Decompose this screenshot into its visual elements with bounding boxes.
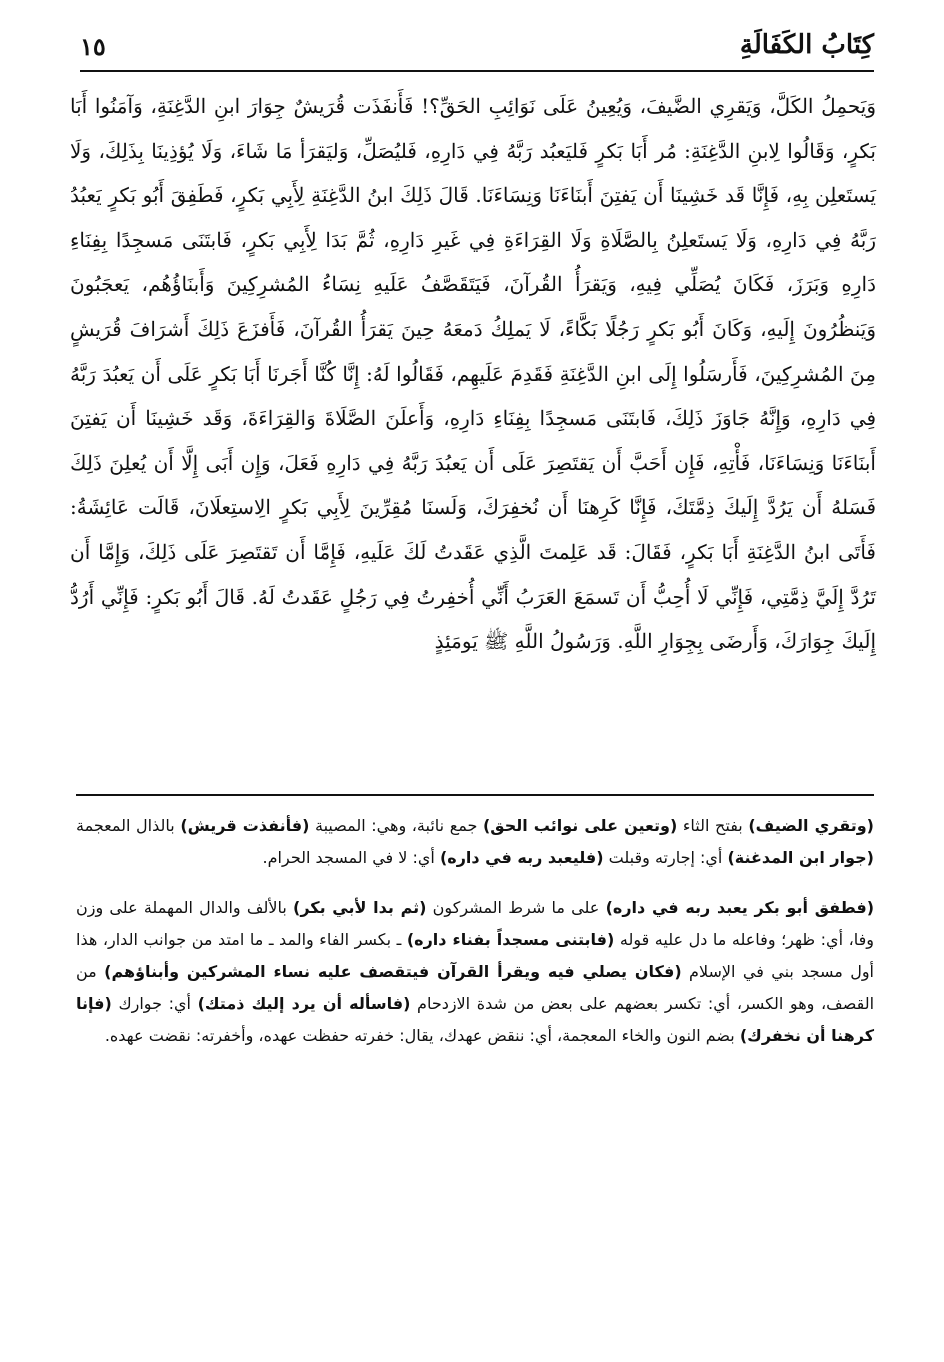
footnote-comment: بالألف والدال المهملة على وزن وفا، أي: ظهر؛ وفاعله ما دل عليه قوله <box>76 898 874 949</box>
footnote-divider <box>76 794 874 796</box>
footnote-lemma: (فليعبد ربه في داره) <box>439 848 604 867</box>
footnote-comment: أي: جوارك <box>111 994 198 1013</box>
footnote-lemma: (جوار ابن المدغنة) <box>727 848 874 867</box>
page-header <box>80 30 874 70</box>
footnote-lemma: (فإنا كرهنا أن نخفرك) <box>76 994 874 1045</box>
footnote-paragraph <box>76 892 874 1052</box>
hadith-text: وَيَحمِلُ الكَلَّ، وَيَقرِي الضَّيفَ، وَيُعِينُ عَلَى نَوَائِبِ الحَقِّ؟! فَأَنفَذَت قُرَيشٌ جِوَارَ ابنِ الدَّغِنَةِ، وَآمَنُوا أَبَا بَكرٍ، وَقَالُوا لِابنِ الدَّغِنَةِ: مُر أَبَا بَكرٍ فَليَعبُد رَبَّهُ فِي دَارِهِ، فَليُصَلِّ، وَليَقرَأ مَا شَاءَ، وَلَا يُؤذِينَا بِذَلِكَ، وَلَا يَستَعلِن بِهِ، فَإِنَّا قَد خَشِينَا أَن يَفتِنَ أَبنَاءَنَا وَنِسَاءَنَا. قَالَ ذَلِكَ ابنُ الدَّغِنَةِ لِأَبِي بَكرٍ، فَطَفِقَ أَبُو بَكرٍ يَعبُدُ رَبَّهُ فِي دَارِهِ، وَلَا يَستَعلِنُ بِالصَّلَاةِ وَلَا القِرَاءَةِ فِي غَيرِ دَارِهِ، ثُمَّ بَدَا لِأَبِي بَكرٍ، فَابتَنَى مَسجِدًا بِفِنَاءِ دَارِهِ وَبَرَزَ، فَكَانَ يُصَلِّي فِيهِ، وَيَقرَأُ القُرآنَ، فَيَتَقَصَّفُ عَلَيهِ نِسَاءُ المُشرِكِينَ وَأَبنَاؤُهُم، يَعجَبُونَ وَيَنظُرُونَ إِلَيهِ، وَكَانَ أَبُو بَكرٍ رَجُلًا بَكَّاءً، لَا يَملِكُ دَمعَهُ حِينَ يَقرَأُ القُرآنَ، فَأَفزَعَ ذَلِكَ أَشرَافَ قُرَيشٍ مِنَ المُشرِكِينَ، فَأَرسَلُوا إِلَى ابنِ الدَّغِنَةِ فَقَدِمَ عَلَيهِم، فَقَالُوا لَهُ: إِنَّا كُنَّا أَجَرنَا أَبَا بَكرٍ عَلَى أَن يَعبُدَ رَبَّهُ فِي دَارِهِ، وَإِنَّهُ جَاوَزَ ذَلِكَ، فَابتَنَى مَسجِدًا بِفِنَاءِ دَارِهِ، وَأَعلَنَ الصَّلَاةَ وَالقِرَاءَةَ، وَقَد خَشِينَا أَن يَفتِنَ أَبنَاءَنَا وَنِسَاءَنَا، فَأْتِهِ، فَإِن أَحَبَّ أَن يَقتَصِرَ عَلَى أَن يَعبُدَ رَبَّهُ فِي دَارِهِ فَعَلَ، وَإِن أَبَى إِلَّا أَن يُعلِنَ ذَلِكَ فَسَلهُ أَن يَرُدَّ إِلَيكَ ذِمَّتَكَ، فَإِنَّا كَرِهنَا أَن نُخفِرَكَ، وَلَسنَا مُقِرِّينَ لِأَبِي بَكرٍ الِاستِعلَانَ، قَالَت عَائِشَةُ: فَأَتَى ابنُ الدَّغِنَةِ أَبَا بَكرٍ، فَقَالَ: قَد عَلِمتَ الَّذِي عَقَدتُ لَكَ عَلَيهِ، فَإِمَّا أَن تَقتَصِرَ عَلَى ذَلِكَ، وَإِمَّا أَن تَرُدَّ إِلَيَّ ذِمَّتِي، فَإِنِّي لَا أُحِبُّ أَن تَسمَعَ العَرَبُ أَنِّي أُخفِرتُ فِي رَجُلٍ عَقَدتُ لَهُ. قَالَ أَبُو بَكرٍ: فَإِنِّي أَرُدُّ إِلَيكَ جِوَارَكَ، وَأَرضَى بِجِوَارِ اللَّهِ. وَرَسُولُ اللَّهِ ﷺ يَومَئِذٍ <box>70 94 877 654</box>
footnote-lemma: (ثم بدا لأبي بكر) <box>293 898 427 917</box>
footnote-lemma: (فاسأله أن يرد إليك ذمتك) <box>197 994 411 1013</box>
footnote-comment: أي: إجارته وقبلت <box>603 848 728 867</box>
footnote-comment: أي: لا في المسجد الحرام. <box>262 848 440 867</box>
header-divider <box>80 70 874 72</box>
chapter-title: كِتَابُ الكَفَالَةِ <box>739 30 874 60</box>
footnote-paragraph <box>76 810 874 874</box>
footnote-lemma: (وتعين على نوائب الحق) <box>482 816 678 835</box>
footnote-lemma: (فطفق أبو بكر يعبد ربه في داره) <box>605 898 875 917</box>
main-text <box>70 84 876 664</box>
footnote-comment: بضم النون والخاء المعجمة، أي: ننقض عهدك، يقال: خفرته حفظت عهده، وأخفرته: نقضت عهده. <box>104 1026 740 1045</box>
footnote-comment: بالذال المعجمة <box>76 816 181 835</box>
footnote-lemma: (فكان يصلي فيه ويقرأ القرآن فيتقصف عليه نساء المشركين وأبناؤهم) <box>104 962 682 981</box>
page-number: ١٥ <box>80 32 106 61</box>
footnote-comment: جمع نائبة، وهي: المصيبة <box>309 816 483 835</box>
footnote-lemma: (وتقري الضيف) <box>748 816 874 835</box>
footnote-comment: على ما شرط المشركون <box>426 898 606 917</box>
footnote-lemma: (فابتنى مسجداً بفناء داره) <box>406 930 615 949</box>
footnote-comment: من القصف، وهو الكسر، أي: تكسر بعضهم على بعض من شدة الازدحام <box>76 962 875 1013</box>
footnote-lemma: (فأنفذت قريش) <box>180 816 310 835</box>
footnote-comment: بفتح الثاء <box>677 816 749 835</box>
footnotes <box>76 810 874 1052</box>
footnote-comment: ـ بكسر الفاء والمد ـ ما امتد من جوانب الدار، هذا أول مسجد بني في الإسلام <box>76 930 875 981</box>
